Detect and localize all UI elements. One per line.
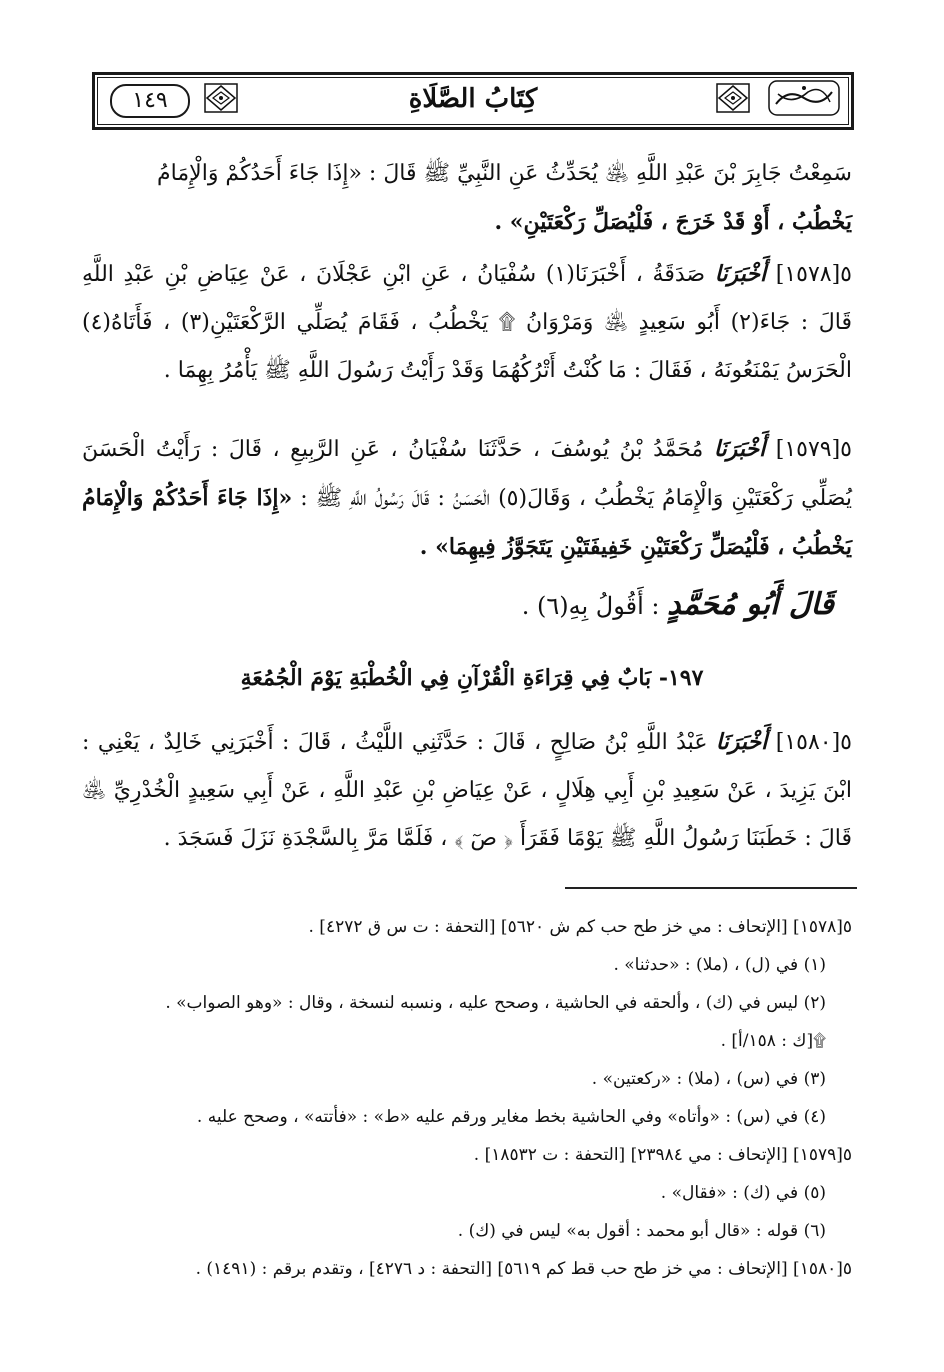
footnote-item: (٤) في (س) : «وأتاه» وفي الحاشية بخط مغاير ورقم عليه «ط» : «فأتته» ، وصحح عليه . <box>196 1107 826 1127</box>
hadith-text: مُحَمَّدُ بْنُ يُوسُفَ ، حَدَّثَنَا سُفْيَانُ ، عَنِ الرَّبِيعِ ، قَالَ : رَأَيْتُ الْحَسَنَ يُصَلِّي رَكْعَتَيْنِ وَالْإِمَامُ يَخْطُبُ ، وَقَالَ(٥) الْحَسَنُ : قَالَ رَسُولُ اللَّهِ ﷺ : <box>82 437 852 511</box>
footnote-item: ٥[١٥٧٨] [الإتحاف : مي خز طح حب كم ش ٥٦٢٠] [التحفة : ت س ق ٤٢٧٢] . <box>308 917 852 937</box>
akhbarana-label: أَخْبَرَنَا <box>715 729 768 755</box>
hadith-number: ٥[١٥٧٨] <box>775 262 852 287</box>
hadith-1580 <box>82 718 852 863</box>
footnote-item: ۩[ك : ١٥٨/أ] . <box>720 1031 826 1051</box>
hadith-quote: «إِذَا جَاءَ أَحَدُكُمْ وَالْإِمَامُ يَخْطُبُ ، فَلْيُصَلِّ رَكْعَتَيْنِ خَفِيفَتَيْنِ يَتَجَوَّزُ فِيهِمَا» . <box>82 485 852 560</box>
footnote-item: (٣) في (س) ، (ملا) : «ركعتين» . <box>591 1069 826 1089</box>
continuation-line-1: سَمِعْتُ جَابِرَ بْنَ عَبْدِ اللَّهِ ﵁ يُحَدِّثُ عَنِ النَّبِيِّ ﷺ قَالَ : «إِذَا جَاءَ أَحَدُكُمْ وَالْإِمَامُ <box>157 161 852 186</box>
author-comment <box>522 585 834 626</box>
ornament-left-icon <box>204 83 238 113</box>
hadith-number: ٥[١٥٨٠] <box>775 730 852 755</box>
footnote-item: ٥[١٥٨٠] [الإتحاف : مي خز طح حب قط كم ٥٦١٩] [التحفة : د ٤٢٧٦] ، وتقدم برقم : (١٤٩١) . <box>195 1259 852 1279</box>
hadith-number: ٥[١٥٧٩] <box>775 437 852 462</box>
footnote-item: (٥) في (ك) : «فقال» . <box>660 1183 826 1203</box>
akhbarana-label: أَخْبَرَنَا <box>714 261 767 287</box>
footnote-item: ٥[١٥٧٩] [الإتحاف : مي ٢٣٩٨٤] [التحفة : ت ١٨٥٣٢] . <box>473 1145 852 1165</box>
akhbarana-label: أَخْبَرَنَا <box>713 436 766 462</box>
footnote-item: (٢) ليس في (ك) ، وألحقه في الحاشية ، وصحح عليه ، ونسبه لنسخة ، وقال : «وهو الصواب» . <box>165 993 826 1013</box>
hadith-text: عَبْدُ اللَّهِ بْنُ صَالِحٍ ، قَالَ : حَدَّثَنِي اللَّيْثُ ، قَالَ : أَخْبَرَنِي خَالِدٌ ، يَعْنِي : ابْنَ يَزِيدَ ، عَنْ سَعِيدِ بْنِ أَبِي هِلَالٍ ، عَنْ عِيَاضِ بْنِ عَبْدِ اللَّهِ ، عَنْ أَبِي سَعِيدٍ الْخُدْرِيِّ ﵁ قَالَ : خَطَبَنَا رَسُولُ اللَّهِ ﷺ يَوْمًا فَقَرَأَ ﴿ صٓ ﴾ ، فَلَمَّا مَرَّ بِالسَّجْدَةِ نَزَلَ فَسَجَدَ . <box>82 730 852 851</box>
paragraph-continuation <box>82 150 852 247</box>
footnote-item: (١) في (ل) ، (ملا) : «حدثنا» . <box>613 955 826 975</box>
hadith-text: صَدَقَةُ ، أَخْبَرَنَا(١) سُفْيَانُ ، عَنِ ابْنِ عَجْلَانَ ، عَنْ عِيَاضِ بْنِ عَبْدِ اللَّهِ قَالَ : جَاءَ(٢) أَبُو سَعِيدٍ ﵁ وَمَرْوَانُ ۩ يَخْطُبُ ، فَقَامَ يُصَلِّي الرَّكْعَتَيْنِ(٣) ، فَأَتَاهُ(٤) الْحَرَسُ يَمْنَعُونَهُ ، فَقَالَ : مَا كُنْتُ أَتْرُكُهُمَا وَقَدْ رَأَيْتُ رَسُولَ اللَّهِ ﷺ يَأْمُرُ بِهِمَا . <box>82 262 852 383</box>
footnote-item: (٦) قوله : «قال أبو محمد : أقول به» ليس في (ك) . <box>457 1221 826 1241</box>
page-number: ١٤٩ <box>110 84 190 118</box>
chapter-title: كِتَابُ الصَّلَاةِ <box>408 84 538 114</box>
footnote-divider <box>565 887 857 889</box>
continuation-line-2: يَخْطُبُ ، أَوْ قَدْ خَرَجَ ، فَلْيُصَلِّ رَكْعَتَيْنِ» . <box>494 209 852 235</box>
page-header <box>92 72 854 130</box>
hadith-1578 <box>82 250 852 395</box>
hadith-1579 <box>82 425 852 572</box>
section-heading: ١٩٧- بَابٌ فِي قِرَاءَةِ الْقُرْآنِ فِي الْخُطْبَةِ يَوْمَ الْجُمُعَةِ <box>240 665 704 691</box>
author-comment-text: : أَقُولُ بِهِ(٦) . <box>521 592 660 620</box>
author-name: قَالَ أَبُو مُحَمَّدٍ <box>667 587 834 622</box>
